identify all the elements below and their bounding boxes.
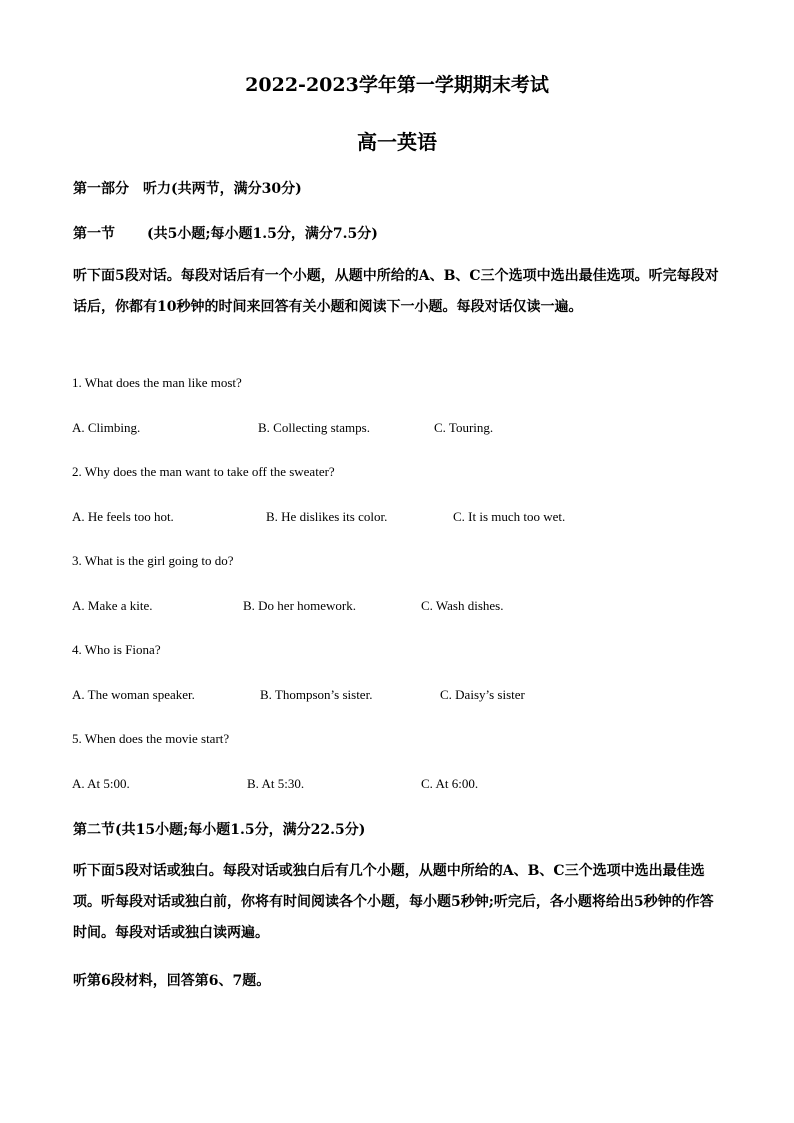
- subject-title: 高一英语: [357, 130, 437, 154]
- q4-option-b: B. Thompson’s sister.: [260, 687, 373, 702]
- question-1: 1. What does the man like most?: [72, 375, 242, 390]
- q2-option-c: C. It is much too wet.: [453, 509, 566, 524]
- question-4: 4. Who is Fiona?: [72, 642, 161, 657]
- section1-instructions: 听下面5段对话。每段对话后有一个小题，从题中所给的A、B、C三个选项中选出最佳选项。听完每段对话后，你都有10秒钟的时间来回答有关小题和阅读下一小题。每段对话仅读一遍。: [73, 268, 719, 315]
- q5-option-a: A. At 5:00.: [72, 776, 130, 791]
- section1-info: (共5小题;每小题1.5分，满分7.5分): [147, 226, 378, 242]
- section2-instructions: 听下面5段对话或独白。每段对话或独白后有几个小题，从题中所给的A、B、C三个选项中选出最佳选项。听每段对话或独白前，你将有时间阅读各个小题，每小题5秒钟;听完后，各小题将给出5秒钟的作答时间。每段对话或独白读两遍。: [73, 863, 714, 941]
- q2-option-a: A. He feels too hot.: [72, 509, 174, 524]
- q4-option-a: A. The woman speaker.: [72, 687, 195, 702]
- q1-option-b: B. Collecting stamps.: [258, 420, 370, 435]
- page-title: 2022-2023学年第一学期期末考试: [245, 74, 549, 96]
- q3-option-a: A. Make a kite.: [72, 598, 153, 613]
- q3-option-c: C. Wash dishes.: [421, 598, 504, 613]
- q1-option-a: A. Climbing.: [72, 420, 141, 435]
- question-3: 3. What is the girl going to do?: [72, 553, 234, 568]
- part1-heading: 第一部分 听力(共两节，满分30分): [73, 181, 302, 197]
- q5-option-c: C. At 6:00.: [421, 776, 479, 791]
- q5-option-b: B. At 5:30.: [247, 776, 305, 791]
- section2-heading: 第二节(共15小题;每小题1.5分，满分22.5分): [73, 822, 366, 838]
- question-5: 5. When does the movie start?: [72, 731, 230, 746]
- q1-option-c: C. Touring.: [434, 420, 494, 435]
- section2-note: 听第6段材料，回答第6、7题。: [73, 973, 271, 989]
- q3-option-b: B. Do her homework.: [243, 598, 357, 613]
- section1-label: 第一节: [73, 226, 115, 242]
- q4-option-c: C. Daisy’s sister: [440, 687, 525, 702]
- section1-heading: [73, 223, 378, 243]
- question-2: 2. Why does the man want to take off the sweater?: [72, 464, 335, 479]
- q2-option-b: B. He dislikes its color.: [266, 509, 388, 524]
